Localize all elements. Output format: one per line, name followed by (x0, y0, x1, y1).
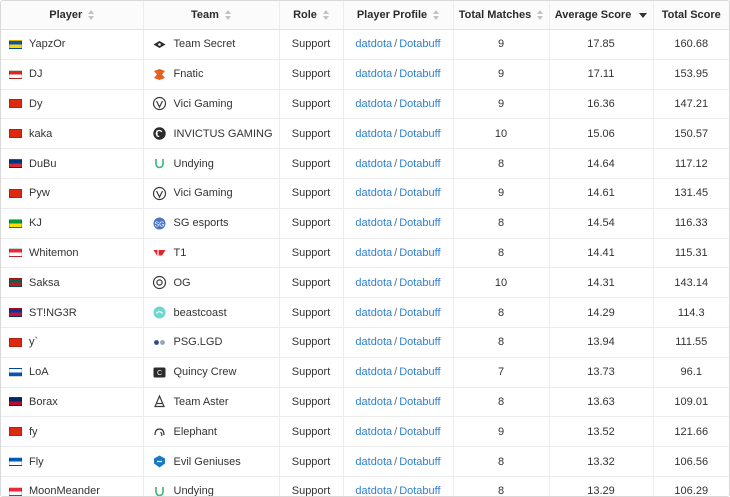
datdota-link[interactable]: datdota (355, 336, 393, 349)
datdota-link[interactable]: datdota (355, 97, 393, 110)
column-header-player-profile-label: Player Profile (356, 9, 428, 21)
cell-player (1, 59, 143, 89)
cell-player-profile (343, 149, 453, 179)
sort-arrows-icon[interactable] (537, 10, 543, 20)
cell-total-matches: 8 (453, 387, 549, 417)
dotabuff-link[interactable]: Dotabuff (399, 395, 441, 408)
player-name: Borax (29, 395, 58, 408)
player-name: DJ (29, 68, 43, 81)
ig-logo (152, 126, 167, 141)
table-row (1, 357, 729, 387)
cell-total-score: 96.1 (653, 357, 729, 387)
player-name: Pyw (29, 187, 50, 200)
player-name: ST!NG3R (29, 306, 77, 319)
country-flag-icon (9, 248, 22, 257)
cell-player-profile (343, 447, 453, 477)
cell-average-score: 16.36 (549, 89, 653, 119)
column-header-average-score-label: Average Score (554, 9, 632, 21)
dotabuff-link[interactable]: Dotabuff (399, 127, 441, 140)
cell-team (143, 417, 279, 447)
cell-role: Support (279, 149, 343, 179)
table-header-row (1, 1, 729, 30)
cell-team (143, 447, 279, 477)
table-header (1, 1, 729, 30)
cell-team (143, 178, 279, 208)
cell-team (143, 30, 279, 60)
team-name: Team Secret (173, 38, 236, 51)
team-name: Fnatic (173, 68, 204, 81)
datdota-link[interactable]: datdota (355, 276, 393, 289)
sg-logo (152, 216, 167, 231)
cell-average-score: 17.85 (549, 30, 653, 60)
player-name: Fly (29, 455, 44, 468)
sort-arrows-icon[interactable] (88, 10, 94, 20)
sort-arrows-icon[interactable] (323, 10, 329, 20)
lgd-logo (152, 335, 167, 350)
sort-arrows-icon[interactable] (433, 10, 439, 20)
cell-average-score: 14.31 (549, 268, 653, 298)
cell-player (1, 476, 143, 497)
elephant-logo (152, 424, 167, 439)
quincy-logo (152, 365, 167, 380)
cell-team (143, 119, 279, 149)
cell-role: Support (279, 208, 343, 238)
table-row (1, 268, 729, 298)
dotabuff-link[interactable]: Dotabuff (399, 246, 441, 259)
column-header-player-label: Player (49, 9, 83, 21)
eg-logo (152, 454, 167, 469)
link-separator: / (394, 217, 398, 230)
secret-logo (152, 37, 167, 52)
player-stats-table (1, 1, 729, 497)
cell-total-score: 116.33 (653, 208, 729, 238)
dotabuff-link[interactable]: Dotabuff (399, 455, 441, 468)
cell-total-matches: 9 (453, 30, 549, 60)
team-name: Evil Geniuses (173, 455, 241, 468)
dotabuff-link[interactable]: Dotabuff (399, 276, 441, 289)
cell-team (143, 387, 279, 417)
cell-team (143, 208, 279, 238)
dotabuff-link[interactable]: Dotabuff (399, 187, 441, 200)
vici-logo (152, 186, 167, 201)
country-flag-icon (9, 368, 22, 377)
table-row (1, 298, 729, 328)
cell-team (143, 149, 279, 179)
cell-role: Support (279, 327, 343, 357)
cell-total-score: 115.31 (653, 238, 729, 268)
cell-team (143, 268, 279, 298)
cell-role: Support (279, 476, 343, 497)
cell-player-profile (343, 59, 453, 89)
cell-total-score: 143.14 (653, 268, 729, 298)
table-row (1, 119, 729, 149)
datdota-link[interactable]: datdota (355, 68, 393, 81)
cell-player-profile (343, 357, 453, 387)
column-header-total-score[interactable] (653, 1, 729, 30)
cell-total-matches: 8 (453, 208, 549, 238)
table-row (1, 30, 729, 60)
table-row (1, 208, 729, 238)
cell-total-score: 160.68 (653, 30, 729, 60)
cell-total-score: 106.56 (653, 447, 729, 477)
team-name: T1 (173, 246, 187, 259)
og-logo (152, 275, 167, 290)
player-name: fy (29, 425, 38, 438)
country-flag-icon (9, 427, 22, 436)
vici-logo (152, 96, 167, 111)
aster-logo (152, 394, 167, 409)
cell-total-matches: 8 (453, 476, 549, 497)
dotabuff-link[interactable]: Dotabuff (399, 306, 441, 319)
team-name: PSG.LGD (173, 336, 223, 349)
column-header-team-label: Team (191, 9, 219, 21)
cell-average-score: 15.06 (549, 119, 653, 149)
country-flag-icon (9, 40, 22, 49)
cell-role: Support (279, 298, 343, 328)
table-row (1, 149, 729, 179)
cell-total-matches: 8 (453, 447, 549, 477)
player-name: YapzOr (29, 38, 66, 51)
dotabuff-link[interactable]: Dotabuff (399, 336, 441, 349)
cell-average-score: 13.73 (549, 357, 653, 387)
country-flag-icon (9, 487, 22, 496)
datdota-link[interactable]: datdota (355, 306, 393, 319)
datdota-link[interactable]: datdota (355, 38, 393, 51)
table-body (1, 30, 729, 497)
cell-total-score: 111.55 (653, 327, 729, 357)
cell-total-score: 109.01 (653, 387, 729, 417)
dotabuff-link[interactable]: Dotabuff (399, 157, 441, 170)
cell-player-profile (343, 417, 453, 447)
team-name: Vici Gaming (173, 97, 233, 110)
column-header-player-profile[interactable] (343, 1, 453, 30)
cell-team (143, 238, 279, 268)
player-name: Dy (29, 97, 43, 110)
cell-role: Support (279, 417, 343, 447)
team-name: Quincy Crew (173, 366, 237, 379)
cell-role: Support (279, 119, 343, 149)
cell-total-score: 121.66 (653, 417, 729, 447)
team-name: Undying (173, 157, 214, 170)
link-separator: / (394, 68, 398, 81)
player-name: Whitemon (29, 246, 79, 259)
team-name: Vici Gaming (173, 187, 233, 200)
country-flag-icon (9, 308, 22, 317)
team-name: OG (173, 276, 191, 289)
table-row (1, 387, 729, 417)
svg-text:C: C (156, 369, 162, 377)
cell-average-score: 13.29 (549, 476, 653, 497)
datdota-link[interactable]: datdota (355, 455, 393, 468)
cell-player (1, 357, 143, 387)
cell-total-score: 131.45 (653, 178, 729, 208)
cell-total-score: 117.12 (653, 149, 729, 179)
datdota-link[interactable]: datdota (355, 217, 393, 230)
cell-team (143, 357, 279, 387)
cell-average-score: 13.32 (549, 447, 653, 477)
cell-player (1, 327, 143, 357)
cell-player (1, 178, 143, 208)
dotabuff-link[interactable]: Dotabuff (399, 366, 441, 379)
player-name: KJ (29, 217, 42, 230)
column-header-team[interactable] (143, 1, 279, 30)
sort-descending-icon[interactable] (639, 13, 647, 18)
fnatic-logo (152, 67, 167, 82)
link-separator: / (394, 306, 398, 319)
cell-total-score: 114.3 (653, 298, 729, 328)
cell-average-score: 14.29 (549, 298, 653, 328)
svg-text:SG: SG (153, 220, 165, 228)
cell-role: Support (279, 387, 343, 417)
cell-average-score: 14.54 (549, 208, 653, 238)
dotabuff-link[interactable]: Dotabuff (399, 425, 441, 438)
cell-team (143, 327, 279, 357)
column-header-total-matches-label: Total Matches (458, 9, 532, 21)
datdota-link[interactable]: datdota (355, 246, 393, 259)
link-separator: / (394, 246, 398, 259)
cell-team (143, 89, 279, 119)
cell-player (1, 238, 143, 268)
cell-player (1, 268, 143, 298)
column-header-role-label: Role (293, 9, 317, 21)
table-row (1, 238, 729, 268)
cell-role: Support (279, 30, 343, 60)
country-flag-icon (9, 129, 22, 138)
cell-player-profile (343, 476, 453, 497)
cell-average-score: 13.52 (549, 417, 653, 447)
cell-player-profile (343, 268, 453, 298)
undying-logo (152, 156, 167, 171)
country-flag-icon (9, 278, 22, 287)
table-row (1, 178, 729, 208)
cell-role: Support (279, 89, 343, 119)
column-header-total-matches[interactable] (453, 1, 549, 30)
cell-player (1, 298, 143, 328)
cell-player (1, 89, 143, 119)
cell-role: Support (279, 268, 343, 298)
cell-player (1, 30, 143, 60)
country-flag-icon (9, 219, 22, 228)
cell-role: Support (279, 447, 343, 477)
link-separator: / (394, 366, 398, 379)
table-row (1, 59, 729, 89)
cell-total-score: 153.95 (653, 59, 729, 89)
cell-role: Support (279, 59, 343, 89)
cell-average-score: 13.63 (549, 387, 653, 417)
datdota-link[interactable]: datdota (355, 127, 393, 140)
sort-arrows-icon[interactable] (225, 10, 231, 20)
cell-player (1, 149, 143, 179)
cell-average-score: 14.41 (549, 238, 653, 268)
cell-player-profile (343, 119, 453, 149)
cell-player-profile (343, 298, 453, 328)
dotabuff-link[interactable]: Dotabuff (399, 38, 441, 51)
country-flag-icon (9, 99, 22, 108)
cell-total-matches: 9 (453, 59, 549, 89)
table-row (1, 447, 729, 477)
dotabuff-link[interactable]: Dotabuff (399, 68, 441, 81)
cell-total-matches: 7 (453, 357, 549, 387)
team-name: Elephant (173, 425, 217, 438)
link-separator: / (394, 187, 398, 200)
link-separator: / (394, 395, 398, 408)
cell-player-profile (343, 238, 453, 268)
country-flag-icon (9, 159, 22, 168)
player-name: y` (29, 336, 39, 349)
table-row (1, 417, 729, 447)
cell-team (143, 298, 279, 328)
cell-player (1, 417, 143, 447)
link-separator: / (394, 276, 398, 289)
team-name: Team Aster (173, 395, 229, 408)
cell-average-score: 14.64 (549, 149, 653, 179)
link-separator: / (394, 38, 398, 51)
player-name: MoonMeander (29, 485, 100, 497)
datdota-link[interactable]: datdota (355, 157, 393, 170)
cell-total-matches: 8 (453, 298, 549, 328)
cell-team (143, 476, 279, 497)
link-separator: / (394, 127, 398, 140)
player-name: DuBu (29, 157, 57, 170)
cell-total-matches: 10 (453, 268, 549, 298)
cell-total-matches: 8 (453, 327, 549, 357)
cell-total-matches: 8 (453, 149, 549, 179)
player-name: LoA (29, 366, 49, 379)
cell-average-score: 17.11 (549, 59, 653, 89)
datdota-link[interactable]: datdota (355, 187, 393, 200)
country-flag-icon (9, 457, 22, 466)
cell-total-matches: 10 (453, 119, 549, 149)
dotabuff-link[interactable]: Dotabuff (399, 485, 441, 497)
cell-team (143, 59, 279, 89)
column-header-average-score[interactable] (549, 1, 653, 30)
cell-role: Support (279, 357, 343, 387)
table-row (1, 327, 729, 357)
datdota-link[interactable]: datdota (355, 425, 393, 438)
cell-total-score: 106.29 (653, 476, 729, 497)
cell-role: Support (279, 178, 343, 208)
datdota-link[interactable]: datdota (355, 395, 393, 408)
cell-player (1, 447, 143, 477)
country-flag-icon (9, 70, 22, 79)
cell-total-score: 147.21 (653, 89, 729, 119)
dotabuff-link[interactable]: Dotabuff (399, 97, 441, 110)
cell-player-profile (343, 387, 453, 417)
column-header-total-score-label: Total Score (661, 9, 721, 21)
cell-player-profile (343, 30, 453, 60)
dotabuff-link[interactable]: Dotabuff (399, 217, 441, 230)
player-name: Saksa (29, 276, 60, 289)
table-row (1, 476, 729, 497)
cell-average-score: 14.61 (549, 178, 653, 208)
t1-logo (152, 245, 167, 260)
cell-player-profile (343, 208, 453, 238)
cell-total-matches: 8 (453, 238, 549, 268)
cell-player-profile (343, 89, 453, 119)
column-header-role[interactable] (279, 1, 343, 30)
player-name: kaka (29, 127, 53, 140)
cell-player-profile (343, 178, 453, 208)
undying-logo (152, 484, 167, 497)
team-name: Undying (173, 485, 214, 497)
datdota-link[interactable]: datdota (355, 485, 393, 497)
link-separator: / (394, 157, 398, 170)
cell-total-matches: 9 (453, 89, 549, 119)
team-name: SG esports (173, 217, 229, 230)
team-name: beastcoast (173, 306, 227, 319)
table-row (1, 89, 729, 119)
link-separator: / (394, 485, 398, 497)
column-header-player[interactable] (1, 1, 143, 30)
cell-player-profile (343, 327, 453, 357)
cell-average-score: 13.94 (549, 327, 653, 357)
cell-role: Support (279, 238, 343, 268)
beastcoast-logo (152, 305, 167, 320)
link-separator: / (394, 336, 398, 349)
cell-player (1, 208, 143, 238)
link-separator: / (394, 455, 398, 468)
country-flag-icon (9, 397, 22, 406)
cell-total-score: 150.57 (653, 119, 729, 149)
cell-total-matches: 9 (453, 417, 549, 447)
link-separator: / (394, 425, 398, 438)
datdota-link[interactable]: datdota (355, 366, 393, 379)
link-separator: / (394, 97, 398, 110)
cell-total-matches: 9 (453, 178, 549, 208)
cell-player (1, 387, 143, 417)
team-name: INVICTUS GAMING (173, 127, 273, 140)
cell-player (1, 119, 143, 149)
country-flag-icon (9, 189, 22, 198)
country-flag-icon (9, 338, 22, 347)
